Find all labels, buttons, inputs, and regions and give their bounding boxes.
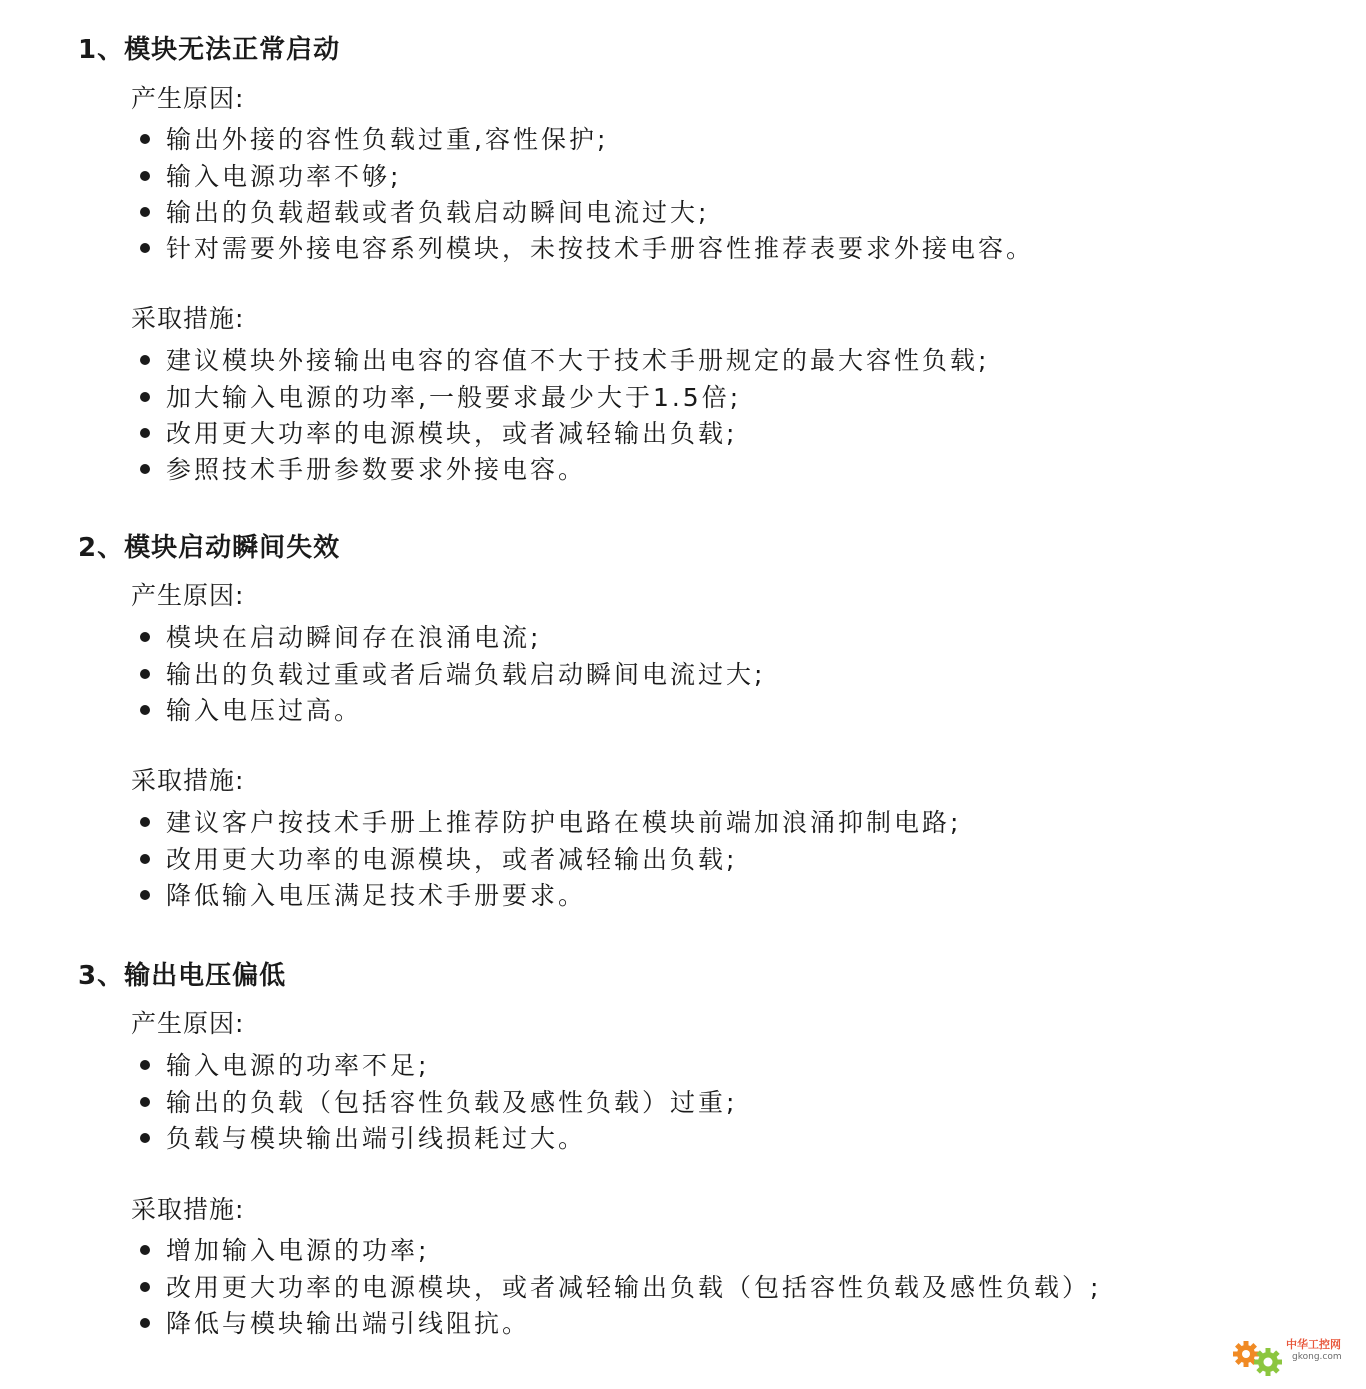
watermark xyxy=(1230,1334,1356,1380)
bullet-icon xyxy=(140,392,150,402)
watermark-name: 中华工控网 xyxy=(1286,1338,1341,1351)
bullet-icon xyxy=(140,817,150,827)
bullet-icon xyxy=(140,355,150,365)
bullet-icon xyxy=(140,428,150,438)
list-item: 改用更大功率的电源模块，或者减轻输出负载（包括容性负载及感性负载）; xyxy=(140,1271,1101,1305)
cause-label: 产生原因: xyxy=(131,84,245,113)
list-item: 针对需要外接电容系列模块，未按技术手册容性推荐表要求外接电容。 xyxy=(140,232,1034,266)
measure-label: 采取措施: xyxy=(131,1195,245,1224)
list-item: 参照技术手册参数要求外接电容。 xyxy=(140,453,586,487)
bullet-icon xyxy=(140,705,150,715)
list-item: 输出的负载过重或者后端负载启动瞬间电流过大; xyxy=(140,658,765,692)
list-item: 加大输入电源的功率,一般要求最少大于1.5倍; xyxy=(140,381,741,415)
list-item: 输入电压过高。 xyxy=(140,694,362,728)
bullet-icon xyxy=(140,669,150,679)
watermark-url: gkong.com xyxy=(1292,1352,1342,1362)
bullet-icon xyxy=(140,890,150,900)
list-item: 改用更大功率的电源模块，或者减轻输出负载; xyxy=(140,843,737,877)
bullet-icon xyxy=(140,134,150,144)
list-item: 输入电源的功率不足; xyxy=(140,1049,429,1083)
section-title: 2、模块启动瞬间失效 xyxy=(78,533,341,563)
bullet-icon xyxy=(140,171,150,181)
list-item: 降低与模块输出端引线阻抗。 xyxy=(140,1307,530,1341)
list-item: 输出的负载超载或者负载启动瞬间电流过大; xyxy=(140,196,709,230)
list-item: 输出的负载（包括容性负载及感性负载）过重; xyxy=(140,1086,737,1120)
measure-label: 采取措施: xyxy=(131,304,245,333)
list-item: 降低输入电压满足技术手册要求。 xyxy=(140,879,586,913)
bullet-icon xyxy=(140,1060,150,1070)
gear-icon xyxy=(1230,1334,1290,1380)
cause-label: 产生原因: xyxy=(131,1009,245,1038)
bullet-icon xyxy=(140,1318,150,1328)
bullet-icon xyxy=(140,1133,150,1143)
bullet-icon xyxy=(140,464,150,474)
list-item: 输出外接的容性负载过重,容性保护; xyxy=(140,123,608,157)
list-item: 建议客户按技术手册上推荐防护电路在模块前端加浪涌抑制电路; xyxy=(140,806,961,840)
section-title: 3、输出电压偏低 xyxy=(78,961,287,991)
bullet-icon xyxy=(140,854,150,864)
bullet-icon xyxy=(140,1282,150,1292)
list-item: 改用更大功率的电源模块，或者减轻输出负载; xyxy=(140,417,737,451)
list-item: 模块在启动瞬间存在浪涌电流; xyxy=(140,621,541,655)
list-item: 增加输入电源的功率; xyxy=(140,1234,429,1268)
bullet-icon xyxy=(140,1245,150,1255)
bullet-icon xyxy=(140,207,150,217)
list-item: 建议模块外接输出电容的容值不大于技术手册规定的最大容性负载; xyxy=(140,344,989,378)
bullet-icon xyxy=(140,243,150,253)
cause-label: 产生原因: xyxy=(131,581,245,610)
section-title: 1、模块无法正常启动 xyxy=(78,35,341,65)
bullet-icon xyxy=(140,632,150,642)
measure-label: 采取措施: xyxy=(131,766,245,795)
bullet-icon xyxy=(140,1097,150,1107)
list-item: 负载与模块输出端引线损耗过大。 xyxy=(140,1122,586,1156)
list-item: 输入电源功率不够; xyxy=(140,160,401,194)
